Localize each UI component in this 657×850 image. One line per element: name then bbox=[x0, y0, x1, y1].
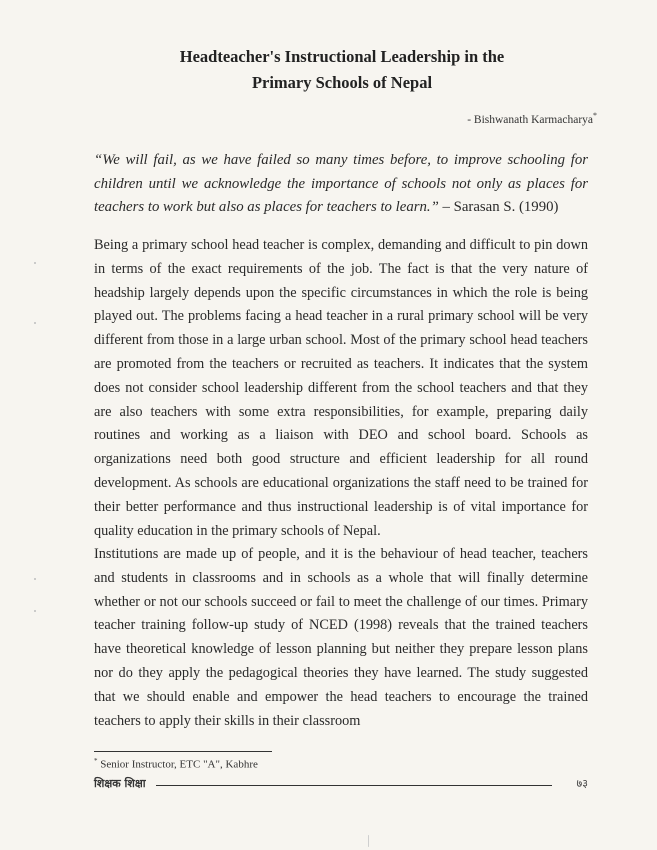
epigraph-source: – Sarasan S. (1990) bbox=[438, 199, 559, 215]
scan-speck bbox=[34, 322, 36, 324]
footnote-mark: * bbox=[94, 757, 98, 765]
footnote-rule bbox=[94, 751, 272, 752]
title-line-2: Primary Schools of Nepal bbox=[251, 73, 433, 92]
epigraph bbox=[94, 149, 588, 220]
scan-speck bbox=[34, 610, 36, 612]
footnote bbox=[94, 757, 258, 771]
article-title bbox=[92, 44, 592, 96]
author-footnote-mark: * bbox=[593, 111, 597, 120]
footer-rule bbox=[156, 785, 552, 786]
footnote-text: Senior Instructor, ETC "A", Kabhre bbox=[97, 758, 258, 771]
scan-speck bbox=[34, 578, 36, 580]
page-number: ७३ bbox=[576, 777, 588, 790]
title-line-1: Headteacher's Instructional Leadership in the bbox=[179, 47, 505, 66]
page-footer bbox=[94, 776, 588, 794]
author-name: - Bishwanath Karmacharya bbox=[467, 113, 593, 126]
epigraph-quote: “We will fail, as we have failed so many times before, to improve schooling for children until we acknowledge the importance of schools not only as places for teachers to work but also as places for teachers to learn.” bbox=[94, 152, 588, 215]
author-byline bbox=[467, 111, 597, 126]
scan-speck bbox=[34, 262, 36, 264]
scan-speck bbox=[368, 835, 369, 847]
body-paragraph-1: Being a primary school head teacher is complex, demanding and difficult to pin down in terms of the exact requirements of the job. The fact is that the very nature of headship largely depends upon the specific circumstances in which the role is being played out. The problems facing a head teacher in a rural primary school will be very different from those in a large urban school. Most of the primary school head teachers are promoted from the teachers or recruited as teachers. It indicates that the system does not consider school leadership different from the school teachers and that they are also teachers with some extra responsibilities, for example, preparing daily routines and working as a liaison with DEO and school board. Schools as organizations need both good structure and efficient leadership for all round development. As schools are educational organizations the staff need to be trained for their better performance and thus instructional leadership is of vital importance for quality education in the primary schools of Nepal. bbox=[94, 237, 588, 539]
journal-name: शिक्षक शिक्षा bbox=[94, 777, 146, 790]
body-paragraph-2: Institutions are made up of people, and it is the behaviour of head teacher, teachers and students in classrooms and in schools as a whole that will finally determine whether or not our schools succeed or fail to meet the challenge of our times. Primary teacher training follow-up study of NCED (1998) reveals that the trained teachers have theoretical knowledge of lesson planning but neither they prepare lesson plans nor do they apply the pedagogical theories they have learned. The study suggested that we should enable and empower the head teachers to encourage the trained teachers to apply their skills in their classroom bbox=[94, 546, 588, 729]
